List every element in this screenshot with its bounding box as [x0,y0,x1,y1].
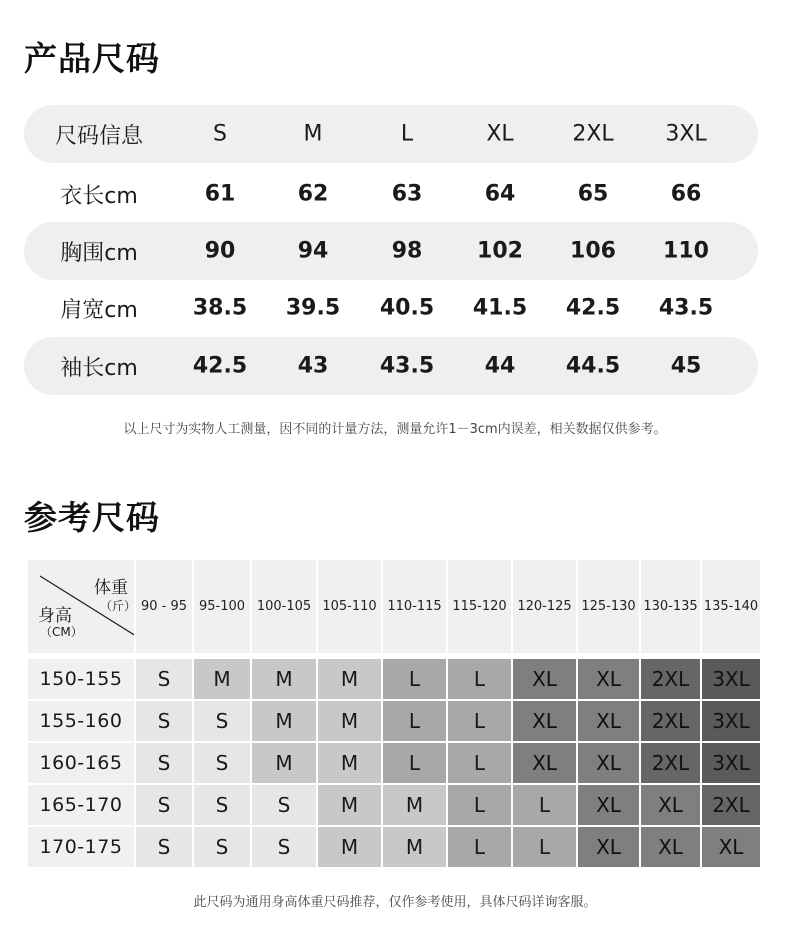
header-size-l: L [400,121,414,147]
size-recommendation-cell: M [318,659,381,699]
size-recommendation-cell: XL [513,701,576,741]
size-recommendation-cell: L [383,743,446,783]
size-recommendation-cell: 3XL [702,743,760,783]
measurement-value: 41.5 [472,295,528,321]
height-range-label: 155-160 [28,701,134,741]
size-recommendation-cell: S [136,827,192,867]
size-recommendation-cell: 2XL [641,743,700,783]
height-unit: （CM） [40,625,83,639]
size-recommendation-cell: 3XL [702,659,760,699]
size-recommendation-cell: L [513,827,576,867]
weight-range-header: 95-100 [194,560,250,653]
size-recommendation-cell: L [448,659,511,699]
reference-size-grid [28,560,760,868]
header-size-m: M [303,121,323,147]
size-recommendation-cell: M [252,701,316,741]
size-recommendation-cell: 2XL [641,701,700,741]
measurement-value: 64 [484,181,516,207]
weight-range-header: 90 - 95 [136,560,192,653]
size-recommendation-cell: M [252,743,316,783]
measurement-value: 65 [577,181,609,207]
size-recommendation-cell: L [448,701,511,741]
size-recommendation-cell: S [136,785,192,825]
size-recommendation-cell: S [194,743,250,783]
reference-size-title: 参考尺码 [24,498,160,537]
product-size-row [24,337,758,395]
measurement-value: 42.5 [565,295,621,321]
size-recommendation-cell: L [383,659,446,699]
grid-corner-header [28,560,137,653]
weight-range-header: 105-110 [318,560,381,653]
size-info-label: 尺码信息 [54,123,143,149]
measurement-value: 43 [297,353,329,379]
size-recommendation-cell: M [318,827,381,867]
reference-size-note: 此尺码为通用身高体重尺码推荐，仅作参考使用，具体尺码详询客服。 [193,895,597,910]
weight-range-header: 110-115 [383,560,446,653]
size-recommendation-cell: M [383,785,446,825]
header-size-3xl: 3XL [665,121,707,147]
size-recommendation-cell: M [383,827,446,867]
measurement-value: 106 [570,238,616,264]
size-recommendation-cell: M [194,659,250,699]
measurement-value: 39.5 [285,295,341,321]
size-recommendation-cell: S [194,785,250,825]
size-recommendation-cell: L [448,743,511,783]
measurement-label: 衣长cm [60,183,138,209]
product-size-row [24,165,758,223]
product-size-note: 以上尺寸为实物人工测量，因不同的计量方法，测量允许1－3cm内误差，相关数据仅供参考。 [123,422,667,437]
measurement-label: 肩宽cm [60,297,138,323]
measurement-value: 63 [391,181,423,207]
size-recommendation-cell: M [318,743,381,783]
measurement-value: 66 [670,181,702,207]
measurement-label: 胸围cm [60,240,138,266]
size-recommendation-cell: XL [702,827,760,867]
size-recommendation-cell: M [318,701,381,741]
measurement-value: 43.5 [379,353,435,379]
size-recommendation-cell: S [136,659,192,699]
height-range-label: 165-170 [28,785,134,825]
header-size-s: S [213,121,227,147]
weight-range-header: 100-105 [252,560,316,653]
size-recommendation-cell: S [194,827,250,867]
measurement-value: 98 [391,238,423,264]
measurement-value: 43.5 [658,295,714,321]
measurement-value: 94 [297,238,329,264]
size-recommendation-cell: 2XL [641,659,700,699]
size-recommendation-cell: M [318,785,381,825]
size-recommendation-cell: XL [578,659,639,699]
measurement-label: 袖长cm [60,355,138,381]
header-size-2xl: 2XL [572,121,614,147]
size-recommendation-cell: 2XL [702,785,760,825]
size-recommendation-cell: L [513,785,576,825]
measurement-value: 90 [204,238,236,264]
measurement-value: 62 [297,181,329,207]
size-recommendation-cell: S [136,743,192,783]
size-recommendation-cell: L [448,785,511,825]
size-recommendation-cell: XL [578,827,639,867]
product-size-title: 产品尺码 [24,39,160,78]
measurement-value: 38.5 [192,295,248,321]
size-recommendation-cell: XL [578,785,639,825]
weight-range-header: 135-140 [702,560,760,653]
size-recommendation-cell: XL [513,743,576,783]
size-recommendation-cell: S [136,701,192,741]
size-recommendation-cell: S [252,827,316,867]
size-recommendation-cell: XL [513,659,576,699]
measurement-value: 61 [204,181,236,207]
measurement-value: 110 [663,238,709,264]
weight-range-header: 120-125 [513,560,576,653]
size-recommendation-cell: S [194,701,250,741]
size-recommendation-cell: XL [578,743,639,783]
product-size-header-row [24,105,758,163]
weight-range-header: 115-120 [448,560,511,653]
weight-unit: （斤） [100,599,137,613]
size-recommendation-cell: S [252,785,316,825]
size-recommendation-cell: XL [578,701,639,741]
measurement-value: 44.5 [565,353,621,379]
measurement-value: 102 [477,238,523,264]
size-recommendation-cell: L [383,701,446,741]
product-size-row [24,279,758,337]
height-range-label: 170-175 [28,827,134,867]
size-recommendation-cell: XL [641,827,700,867]
weight-label: 体重 [94,578,128,598]
measurement-value: 45 [670,353,702,379]
size-recommendation-cell: 3XL [702,701,760,741]
height-label: 身高 [38,606,72,626]
weight-range-header: 125-130 [578,560,639,653]
height-range-label: 160-165 [28,743,134,783]
measurement-value: 42.5 [192,353,248,379]
size-recommendation-cell: L [448,827,511,867]
size-recommendation-cell: M [252,659,316,699]
measurement-value: 40.5 [379,295,435,321]
weight-range-header: 130-135 [641,560,700,653]
height-range-label: 150-155 [28,659,134,699]
measurement-value: 44 [484,353,516,379]
header-size-xl: XL [486,121,514,147]
product-size-row [24,222,758,280]
size-recommendation-cell: XL [641,785,700,825]
